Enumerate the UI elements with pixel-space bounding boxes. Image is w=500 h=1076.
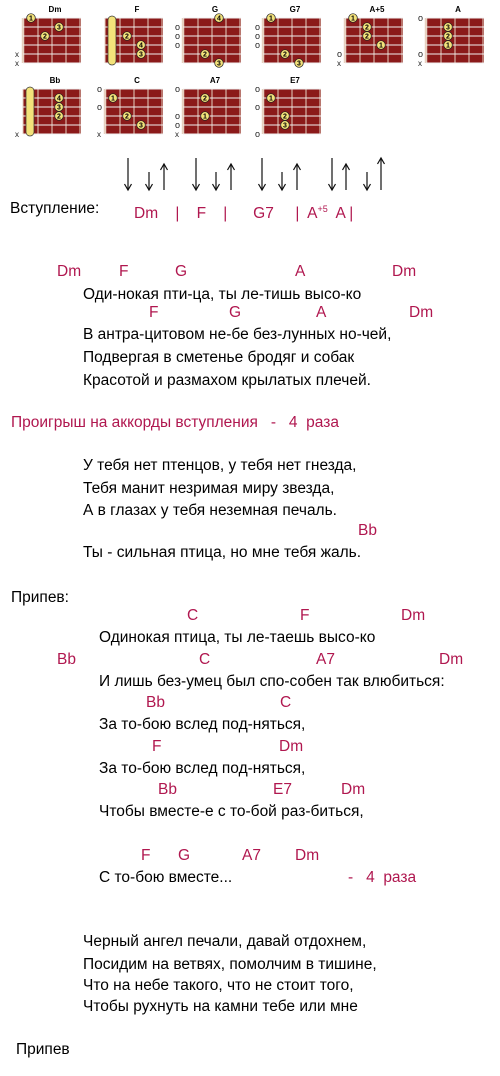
open-string-marker: o	[255, 84, 261, 94]
chord-diagram-name: Dm	[48, 5, 62, 14]
finger-number: 1	[269, 15, 273, 23]
barre	[108, 16, 116, 65]
finger-number: 3	[139, 51, 143, 59]
finger-number: 2	[125, 33, 129, 41]
finger-number: 2	[283, 113, 287, 121]
chorus-label: Припев:	[11, 589, 69, 606]
lyric-line: Чтобы вместе-е с то-бой раз-биться,	[99, 803, 364, 820]
open-string-marker: o	[255, 22, 261, 32]
lyric-line: В антра-цитовом не-бе без-лунных но-чей,	[83, 326, 392, 343]
chord: Bb	[57, 651, 76, 668]
strum-arrow-down	[125, 158, 132, 190]
chord: F	[152, 738, 162, 755]
repeat-note: - 4 раза	[348, 869, 417, 886]
strum-arrow-down	[279, 172, 286, 190]
lyric-line: С то-бою вместе...	[99, 869, 233, 886]
lyric-line: За то-бою вслед под-няться,	[99, 760, 306, 777]
finger-number: 2	[203, 51, 207, 59]
chord: C	[280, 694, 292, 711]
outro-label: Припев	[16, 1041, 70, 1058]
finger-number: 1	[269, 95, 273, 103]
finger-number: 1	[446, 42, 450, 50]
muted-string-marker: x	[418, 59, 422, 68]
interlude-note: Проигрыш на аккорды вступления - 4 раза	[11, 414, 339, 431]
finger-number: 1	[379, 42, 383, 50]
barre	[26, 87, 34, 136]
lyric-line: Подвергая в сметенье бродяг и собак	[83, 349, 355, 366]
finger-number: 1	[29, 15, 33, 23]
chord-diagram-name: G7	[289, 5, 301, 14]
chord: Bb	[146, 694, 165, 711]
chord: Dm	[392, 263, 417, 280]
strum-arrow-down	[329, 158, 336, 190]
lyric-line: У тебя нет птенцов, у тебя нет гнезда,	[83, 457, 357, 474]
finger-number: 2	[283, 51, 287, 59]
lyric-line: И лишь без-умец был спо-собен так влюбиться:	[99, 673, 445, 690]
chord-diagram-e7	[252, 76, 318, 141]
open-string-marker: o	[255, 102, 261, 112]
chord: Dm	[57, 263, 82, 280]
strum-arrow-down	[213, 172, 220, 190]
chord: Dm	[295, 847, 320, 864]
finger-number: 2	[57, 113, 61, 121]
finger-number: 3	[57, 24, 61, 32]
chord: Dm	[279, 738, 304, 755]
chord-diagram-name: Bb	[49, 76, 61, 85]
open-string-marker: o	[255, 40, 261, 50]
finger-number: 3	[217, 60, 221, 68]
chord: A7	[316, 651, 335, 668]
open-string-marker: o	[175, 111, 181, 121]
muted-string-marker: x	[337, 59, 341, 68]
strum-arrow-up	[161, 164, 168, 190]
finger-number: 2	[446, 33, 450, 41]
chord: F	[141, 847, 151, 864]
finger-number: 1	[203, 113, 207, 121]
open-string-marker: o	[255, 31, 261, 41]
lyric-line: Ты - сильная птица, но мне тебя жаль.	[83, 544, 362, 561]
open-string-marker: o	[97, 102, 103, 112]
chord: G	[175, 263, 188, 280]
chord: Bb	[158, 781, 177, 798]
finger-number: 3	[139, 122, 143, 130]
chord: Dm	[409, 304, 434, 321]
chord: Dm	[401, 607, 426, 624]
finger-number: 2	[203, 95, 207, 103]
finger-number: 1	[111, 95, 115, 103]
open-string-marker: o	[337, 49, 343, 59]
open-string-marker: o	[175, 22, 181, 32]
finger-number: 3	[57, 104, 61, 112]
chord-diagram-a-plus-5	[334, 5, 400, 70]
chord: G	[178, 847, 191, 864]
lyric-line: Тебя манит незримая миру звезда,	[83, 480, 335, 497]
chord: G	[229, 304, 242, 321]
chord: Dm	[341, 781, 366, 798]
strum-arrow-up	[228, 164, 235, 190]
finger-number: 3	[297, 60, 301, 68]
open-string-marker: o	[418, 13, 424, 23]
intro-chords: Dm | F | G7 | $A^{+5}$ A |	[134, 204, 354, 223]
strum-arrow-down	[259, 158, 266, 190]
muted-string-marker: x	[15, 50, 19, 59]
finger-number: 3	[283, 122, 287, 130]
chord-diagram-a7	[172, 76, 238, 141]
chord: C	[199, 651, 211, 668]
chord: A	[295, 263, 306, 280]
finger-number: 2	[365, 24, 369, 32]
chord-diagram-name: F	[134, 5, 140, 14]
chord-diagram-f	[94, 5, 160, 70]
finger-number: 2	[43, 33, 47, 41]
chord-diagram-name: E7	[290, 76, 300, 85]
muted-string-marker: x	[15, 130, 19, 139]
chord: F	[119, 263, 129, 280]
open-string-marker: o	[418, 49, 424, 59]
lyric-line: Красотой и размахом крылатых плечей.	[83, 372, 371, 389]
open-string-marker: o	[175, 40, 181, 50]
strum-arrow-up	[378, 158, 385, 190]
open-string-marker: o	[175, 120, 181, 130]
chord-diagram-name: A+5	[369, 5, 385, 14]
strum-arrow-up	[343, 164, 350, 190]
chord: C	[187, 607, 199, 624]
open-string-marker: o	[255, 129, 261, 139]
chord: Bb	[358, 522, 377, 539]
strum-pattern	[0, 150, 500, 200]
finger-number: 2	[125, 113, 129, 121]
chord-diagram-name: C	[134, 76, 140, 85]
chord-diagram-name: A	[455, 5, 461, 14]
muted-string-marker: x	[15, 59, 19, 68]
chord-diagram-name: G	[211, 5, 219, 14]
chord-diagram-c	[94, 76, 160, 141]
chord: Dm	[439, 651, 464, 668]
open-string-marker: o	[175, 31, 181, 41]
chord-diagram-bb	[12, 76, 78, 141]
muted-string-marker: x	[97, 130, 101, 139]
intro-label: Вступление:	[10, 200, 100, 217]
chord-diagram-g	[172, 5, 238, 70]
finger-number: 4	[217, 15, 221, 23]
finger-number: 4	[139, 42, 143, 50]
chord-diagram-name: A7	[209, 76, 221, 85]
lyric-line: Черный ангел печали, давай отдохнем,	[83, 933, 367, 950]
strum-arrow-down	[146, 172, 153, 190]
strum-arrow-down	[193, 158, 200, 190]
lyric-line: Посидим на ветвях, помолчим в тишине,	[83, 956, 377, 973]
chord-diagram-dm	[12, 5, 78, 70]
finger-number: 3	[446, 24, 450, 32]
lyric-line: За то-бою вслед под-няться,	[99, 716, 306, 733]
chord-diagram-a	[415, 5, 481, 70]
open-string-marker: o	[97, 84, 103, 94]
chord: A	[316, 304, 327, 321]
lyric-line: А в глазах у тебя неземная печаль.	[83, 502, 337, 519]
chord: F	[300, 607, 310, 624]
open-string-marker: o	[175, 84, 181, 94]
finger-number: 4	[57, 95, 61, 103]
chord: F	[149, 304, 159, 321]
lyric-line: Чтобы рухнуть на камни тебе или мне	[83, 998, 358, 1015]
muted-string-marker: x	[175, 130, 179, 139]
chord-diagram-g7	[252, 5, 318, 70]
strum-arrow-up	[294, 164, 301, 190]
strum-arrow-down	[364, 172, 371, 190]
lyric-line: Одинокая птица, ты ле-таешь высо-ко	[99, 629, 376, 646]
chord: E7	[273, 781, 292, 798]
lyric-line: Что на небе такого, что не стоит того,	[83, 977, 354, 994]
finger-number: 1	[351, 15, 355, 23]
finger-number: 2	[365, 33, 369, 41]
chord: A7	[242, 847, 261, 864]
lyric-line: Оди-нокая пти-ца, ты ле-тишь высо-ко	[83, 286, 362, 303]
